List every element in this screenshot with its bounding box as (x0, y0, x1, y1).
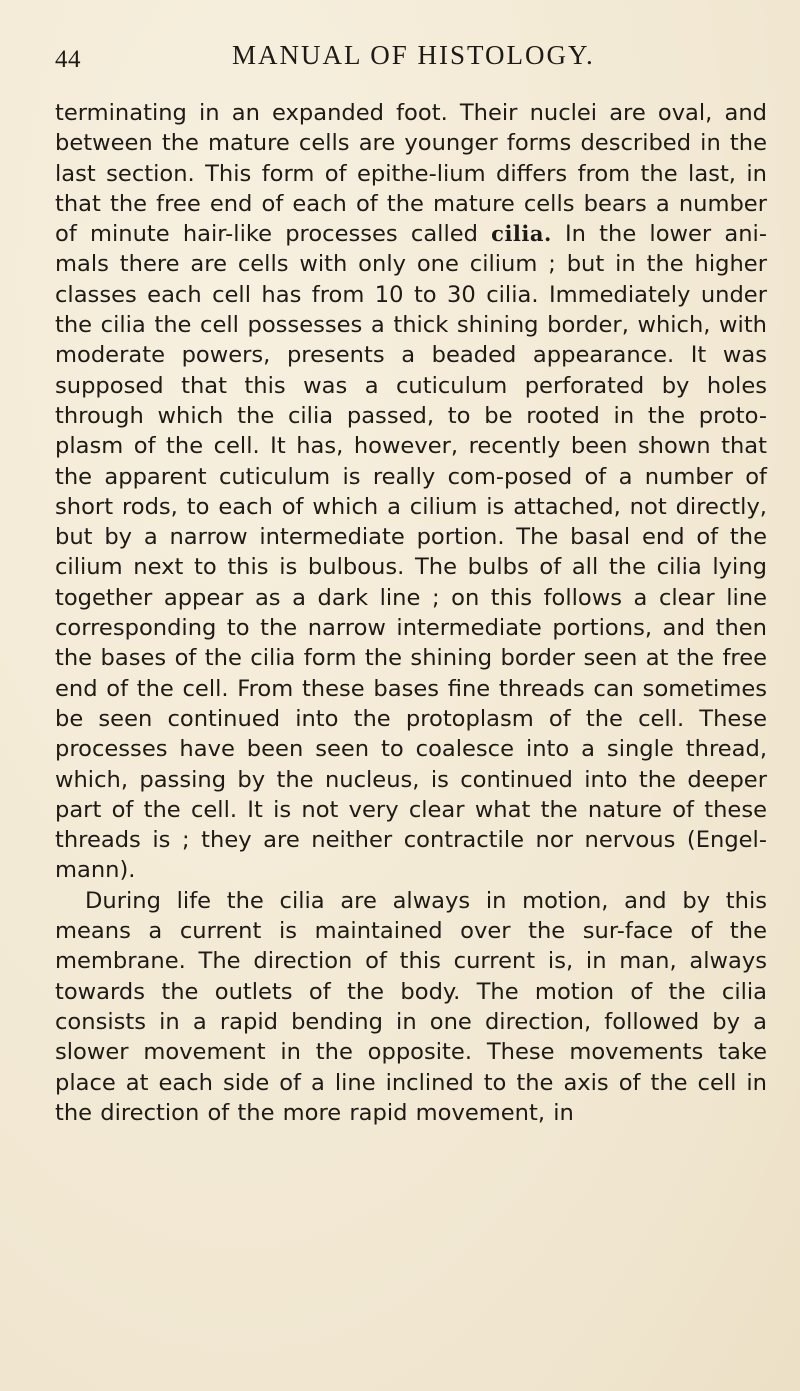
body-text (55, 98, 767, 1128)
page-number: 44 (55, 46, 81, 73)
term-cilia: cilia. (491, 221, 552, 247)
paragraph-text-continued: In the lower ani-mals there are cells with only one cilium ; but in the higher classes each cell has from 10 to 30 cilia. Immediately under the cilia the cell possesses a thick shining border, which, with moderate powers, presents a beaded appearance. It was supposed that this was a cuticulum perforated by holes through which the cilia passed, to be rooted in the proto-plasm of the cell. It has, however, recently been shown that the apparent cuticulum is really com-posed of a number of short rods, to each of which a cilium is attached, not directly, but by a narrow intermediate portion. The basal end of the cilium next to this is bulbous. The bulbs of all the cilia lying together appear as a dark line ; on this follows a clear line corresponding to the narrow intermediate portions, and then the bases of the cilia form the shining border seen at the free end of the cell. From these bases fine threads can sometimes be seen continued into the protoplasm of the cell. These processes have been seen to coalesce into a single thread, which, passing by the nucleus, is continued into the deeper part of the cell. It is not very clear what the nature of these threads is ; they are neither contractile nor nervous (Engel-mann). (55, 221, 767, 884)
running-head: MANUAL OF HISTOLOGY. (232, 40, 595, 70)
page-header (0, 40, 800, 80)
paragraph-ciliary-motion: During life the cilia are always in motion, and by this means a current is maintained over the sur-face of the membrane. The direction of this current is, in man, always towards the outlets of the body. The motion of the cilia consists in a rapid bending in one direction, followed by a slower movement in the opposite. These movements take place at each side of a line inclined to the axis of the cell in the direction of the more rapid movement, in (55, 887, 767, 1126)
paragraph-ciliated-epithelium (55, 98, 767, 886)
paragraph-text: terminating in an expanded foot. Their nuclei are oval, and between the mature cells are younger forms described in the last section. This form of epithe-lium differs from the last, in that the free end of each of the mature cells bears a number of minute hair-like processes called (55, 100, 767, 248)
